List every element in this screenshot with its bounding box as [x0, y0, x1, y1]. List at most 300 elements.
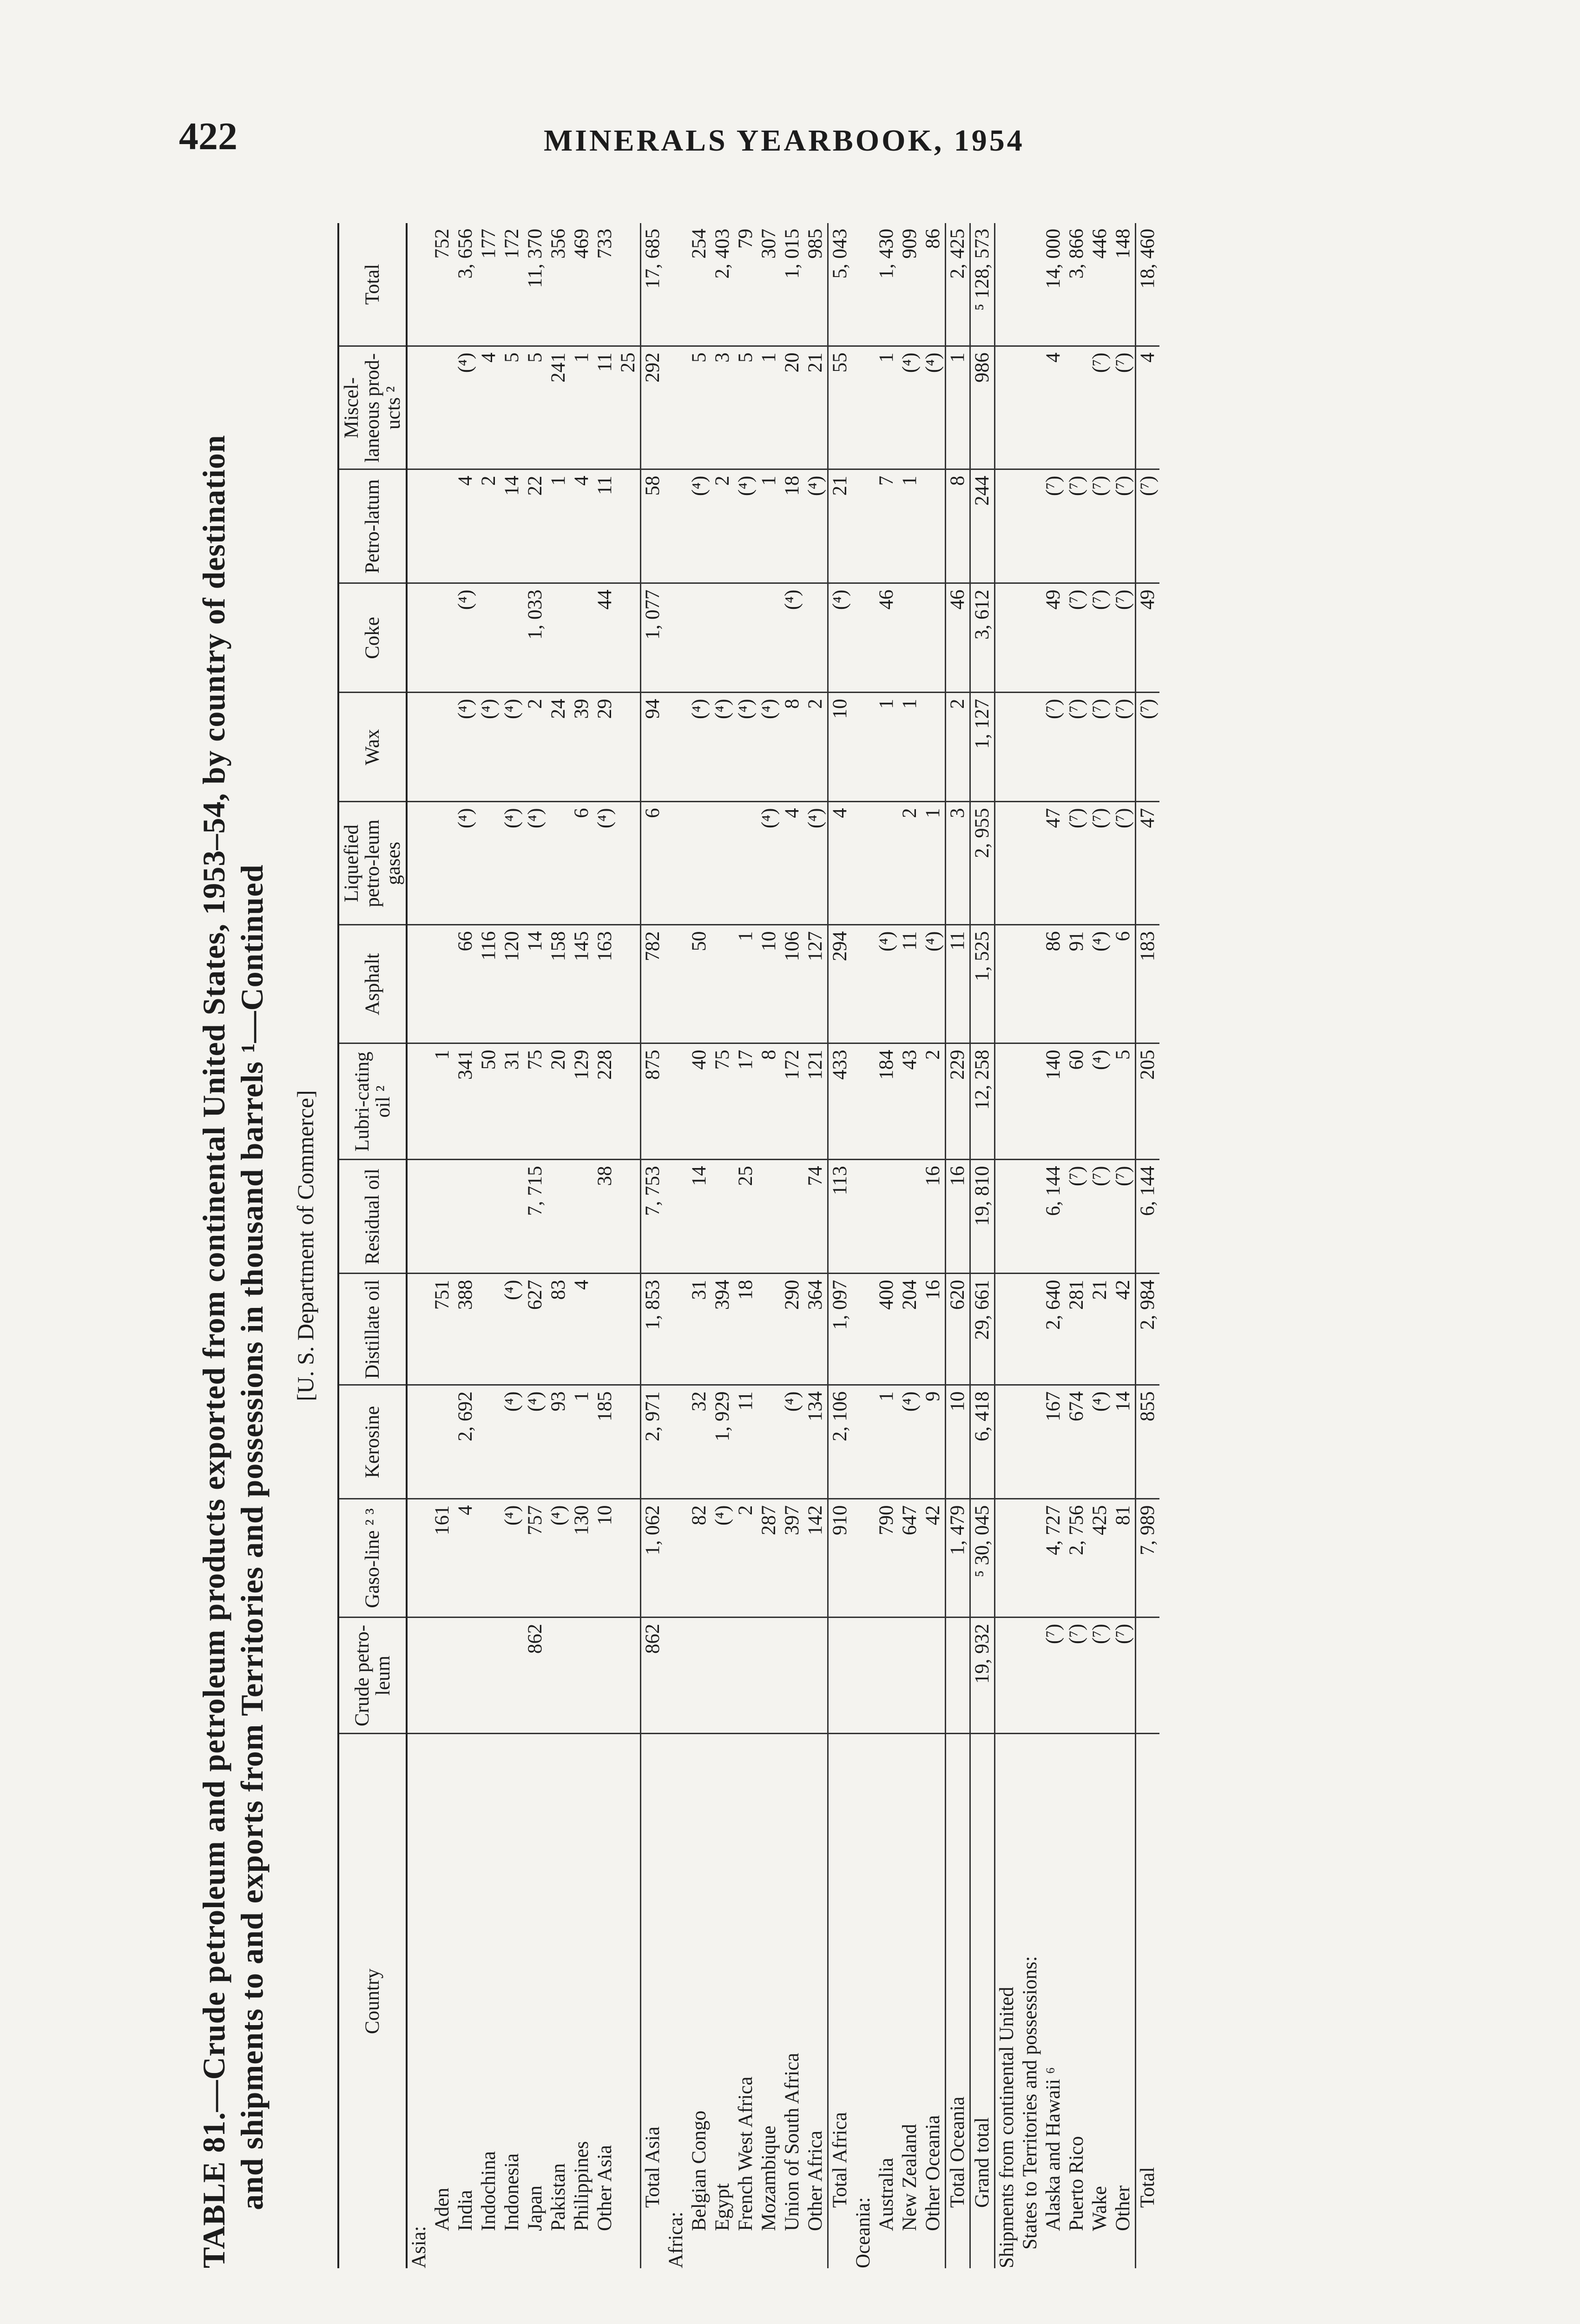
table-cell: (⁷)	[1136, 693, 1160, 802]
row-label-text: Other Africa	[804, 2130, 827, 2231]
row-label-text: Total Oceania	[947, 2096, 969, 2208]
page-number: 422	[179, 115, 237, 158]
table-cell	[1019, 1043, 1042, 1160]
table-cell	[665, 1618, 688, 1734]
table-cell: 130	[570, 1499, 593, 1618]
table-cell	[875, 802, 898, 925]
table-cell: 1, 062	[641, 1499, 665, 1618]
table-cell	[711, 925, 734, 1043]
table-cell	[570, 1160, 593, 1274]
table-title	[195, 223, 271, 2268]
table-cell: (⁴)	[804, 469, 828, 583]
table-cell	[665, 925, 688, 1043]
table-cell	[407, 346, 431, 469]
row-label	[500, 1734, 524, 2268]
row-label-text: Philippines	[571, 2141, 593, 2231]
table-cell	[1019, 1274, 1042, 1385]
table-cell: 60	[1065, 1043, 1088, 1160]
table-cell: 620	[946, 1274, 970, 1385]
table-cell: 44	[593, 583, 617, 693]
column-header: Crude petro-leum	[338, 1618, 407, 1734]
table-cell: 49	[1136, 583, 1160, 693]
row-label-text: Aden	[431, 2187, 454, 2231]
table-cell: 2	[922, 1043, 946, 1160]
table-row	[898, 223, 922, 2268]
table-cell: 2, 984	[1136, 1274, 1160, 1385]
table-cell: (⁴)	[828, 583, 852, 693]
table-cell: 674	[1065, 1385, 1088, 1499]
column-header: Miscel-laneous prod-ucts ²	[338, 346, 407, 469]
table-cell	[617, 223, 641, 346]
table-cell: 9	[922, 1385, 946, 1499]
table-row	[1088, 223, 1112, 2268]
column-header: Gaso-line ² ³	[338, 1499, 407, 1618]
table-cell: 1, 430	[875, 223, 898, 346]
table-cell: 341	[454, 1043, 477, 1160]
table-cell: 7, 989	[1136, 1499, 1160, 1618]
row-label	[922, 1734, 946, 2268]
row-label	[570, 1734, 593, 2268]
table-cell	[454, 1160, 477, 1274]
table-cell: 14, 000	[1042, 223, 1065, 346]
table-cell: 757	[524, 1499, 547, 1618]
table-cell: 17	[734, 1043, 757, 1160]
row-label	[593, 1734, 617, 2268]
table-cell: 6	[641, 802, 665, 925]
table-cell: 433	[828, 1043, 852, 1160]
table-row	[547, 223, 570, 2268]
table-cell: 4	[570, 1274, 593, 1385]
table-cell: 1, 015	[781, 223, 804, 346]
table-cell: (⁴)	[922, 925, 946, 1043]
table-cell: 294	[828, 925, 852, 1043]
table-cell: 106	[781, 925, 804, 1043]
table-cell	[407, 802, 431, 925]
row-label	[852, 1734, 875, 2268]
table-cell	[1019, 1618, 1042, 1734]
table-cell: 42	[922, 1499, 946, 1618]
table-cell: (⁷)	[1112, 693, 1136, 802]
table-cell: 14	[500, 469, 524, 583]
table-row	[711, 223, 734, 2268]
row-label-text: Shipments from continental United	[996, 1987, 1018, 2268]
table-cell: 5	[688, 346, 711, 469]
table-cell	[1019, 1385, 1042, 1499]
table-cell: 21	[804, 346, 828, 469]
table-cell	[852, 925, 875, 1043]
table-cell	[431, 925, 454, 1043]
table-cell: 469	[570, 223, 593, 346]
table-cell: (⁴)	[875, 925, 898, 1043]
row-label	[757, 1734, 781, 2268]
table-cell: ⁵ 128, 573	[970, 223, 995, 346]
table-cell: (⁴)	[1088, 1385, 1112, 1499]
row-label-text: States to Territories and possessions:	[1019, 1956, 1041, 2250]
table-cell: 6	[570, 802, 593, 925]
table-row	[1136, 223, 1160, 2268]
row-label	[995, 1734, 1019, 2268]
table-row	[617, 223, 641, 2268]
table-cell: 3	[946, 802, 970, 925]
row-label	[524, 1734, 547, 2268]
table-cell	[617, 469, 641, 583]
table-cell	[407, 469, 431, 583]
table-cell: (⁷)	[1088, 802, 1112, 925]
table-cell: (⁴)	[757, 693, 781, 802]
table-cell: 2, 403	[711, 223, 734, 346]
table-cell: (⁷)	[1112, 802, 1136, 925]
table-cell: 93	[547, 1385, 570, 1499]
table-cell	[477, 1499, 500, 1618]
table-cell: (⁴)	[781, 583, 804, 693]
table-cell: 11, 370	[524, 223, 547, 346]
table-cell: 2, 692	[454, 1385, 477, 1499]
table-cell: 25	[734, 1160, 757, 1274]
table-cell: 75	[711, 1043, 734, 1160]
column-header: Total	[338, 223, 407, 346]
table-cell	[781, 1160, 804, 1274]
table-row	[477, 223, 500, 2268]
table-cell: (⁷)	[1042, 469, 1065, 583]
row-label-text: Japan	[524, 2185, 546, 2231]
table-cell	[1019, 925, 1042, 1043]
table-cell	[852, 223, 875, 346]
table-cell: 627	[524, 1274, 547, 1385]
table-cell: 4	[828, 802, 852, 925]
table-cell: 94	[641, 693, 665, 802]
table-cell: 46	[875, 583, 898, 693]
table-cell: 397	[781, 1499, 804, 1618]
table-cell: (⁴)	[1088, 925, 1112, 1043]
table-cell: 127	[804, 925, 828, 1043]
table-row	[593, 223, 617, 2268]
table-cell: 855	[1136, 1385, 1160, 1499]
table-cell: 185	[593, 1385, 617, 1499]
table-cell	[1019, 802, 1042, 925]
table-cell: (⁴)	[1088, 1043, 1112, 1160]
table-cell	[500, 1160, 524, 1274]
column-header: Liquefied petro-leum gases	[338, 802, 407, 925]
table-cell	[617, 1618, 641, 1734]
table-cell	[852, 346, 875, 469]
row-label	[1088, 1734, 1112, 2268]
table-cell: 2, 106	[828, 1385, 852, 1499]
table-cell: (⁷)	[1042, 693, 1065, 802]
table-cell	[757, 1274, 781, 1385]
table-cell	[922, 1618, 946, 1734]
table-cell: (⁷)	[1112, 1160, 1136, 1274]
table-cell	[665, 583, 688, 693]
table-cell: (⁷)	[1088, 1160, 1112, 1274]
table-cell: (⁴)	[454, 802, 477, 925]
table-cell	[946, 1618, 970, 1734]
table-cell	[1019, 469, 1042, 583]
table-cell: 42	[1112, 1274, 1136, 1385]
table-cell: (⁴)	[524, 1385, 547, 1499]
table-cell	[852, 1274, 875, 1385]
table-cell	[995, 223, 1019, 346]
table-cell	[734, 1618, 757, 1734]
table-cell: (⁴)	[898, 1385, 922, 1499]
table-cell: 7, 753	[641, 1160, 665, 1274]
row-label-text: Other Oceania	[922, 2115, 944, 2231]
table-cell: 1, 127	[970, 693, 995, 802]
table-cell: 82	[688, 1499, 711, 1618]
table-cell: 4	[477, 346, 500, 469]
table-cell: 66	[454, 925, 477, 1043]
table-cell: (⁴)	[711, 1499, 734, 1618]
table-row	[524, 223, 547, 2268]
table-cell	[617, 583, 641, 693]
row-label-text: New Zealand	[899, 2124, 921, 2231]
row-label-text: Indochina	[478, 2151, 500, 2231]
table-cell	[407, 583, 431, 693]
table-cell	[995, 925, 1019, 1043]
row-label	[407, 1734, 431, 2268]
table-cell	[1019, 693, 1042, 802]
table-cell: 55	[828, 346, 852, 469]
table-cell: 394	[711, 1274, 734, 1385]
table-cell: 1	[875, 693, 898, 802]
table-cell: (⁴)	[804, 802, 828, 925]
table-cell: 142	[804, 1499, 828, 1618]
table-cell: 79	[734, 223, 757, 346]
table-cell	[804, 1618, 828, 1734]
table-cell: 177	[477, 223, 500, 346]
table-cell	[477, 1618, 500, 1734]
table-cell: 6, 418	[970, 1385, 995, 1499]
table-cell	[852, 469, 875, 583]
row-label	[781, 1734, 804, 2268]
column-header: Kerosine	[338, 1385, 407, 1499]
table-cell: 3, 866	[1065, 223, 1088, 346]
table-cell: 20	[781, 346, 804, 469]
table-cell: (⁷)	[1088, 346, 1112, 469]
table-title-line-2: and shipments to and exports from Territories and possessions in thousand barrels ¹—Continued	[234, 864, 270, 2210]
table-cell	[665, 1385, 688, 1499]
table-cell: (⁴)	[711, 693, 734, 802]
table-cell	[617, 693, 641, 802]
table-row	[1019, 223, 1042, 2268]
table-cell: 14	[524, 925, 547, 1043]
table-cell: 86	[1042, 925, 1065, 1043]
row-label	[665, 1734, 688, 2268]
table-cell: 2	[898, 802, 922, 925]
row-label-text: Other	[1112, 2185, 1134, 2231]
running-head: MINERALS YEARBOOK, 1954	[544, 124, 1025, 158]
column-header: Country	[338, 1734, 407, 2268]
table-cell: 5	[734, 346, 757, 469]
table-cell	[431, 802, 454, 925]
table-row	[688, 223, 711, 2268]
table-cell: 31	[688, 1274, 711, 1385]
table-row	[970, 223, 995, 2268]
table-cell: 4	[781, 802, 804, 925]
table-cell: 2	[524, 693, 547, 802]
row-label	[734, 1734, 757, 2268]
row-label	[946, 1734, 970, 2268]
table-title-line-1: TABLE 81.—Crude petroleum and petroleum products exported from continental United States, 1953–54, by country of destination	[196, 435, 231, 2268]
table-cell: (⁴)	[454, 346, 477, 469]
table-cell: 356	[547, 223, 570, 346]
table-cell: 3, 612	[970, 583, 995, 693]
table-cell: 7	[875, 469, 898, 583]
table-cell	[898, 1618, 922, 1734]
table-cell: 1, 929	[711, 1385, 734, 1499]
table-cell: 228	[593, 1043, 617, 1160]
table-cell: (⁴)	[734, 469, 757, 583]
table-cell: (⁷)	[1112, 469, 1136, 583]
row-label	[477, 1734, 500, 2268]
table-cell	[665, 469, 688, 583]
petroleum-exports-table	[337, 223, 1159, 2268]
table-cell	[711, 802, 734, 925]
row-label-text: Total Africa	[829, 2112, 851, 2208]
table-cell: 204	[898, 1274, 922, 1385]
table-cell: (⁴)	[757, 802, 781, 925]
table-cell: 145	[570, 925, 593, 1043]
table-cell: (⁴)	[688, 469, 711, 583]
table-cell	[995, 1043, 1019, 1160]
table-cell: 364	[804, 1274, 828, 1385]
table-cell: 10	[946, 1385, 970, 1499]
row-label-text: Africa:	[665, 2212, 687, 2268]
table-cell: 5	[1112, 1043, 1136, 1160]
table-cell: 4	[454, 1499, 477, 1618]
table-cell: (⁷)	[1088, 1618, 1112, 1734]
table-cell: 163	[593, 925, 617, 1043]
table-cell: (⁴)	[500, 693, 524, 802]
row-label-text: Grand total	[971, 2117, 994, 2208]
table-cell	[665, 1160, 688, 1274]
table-cell: 83	[547, 1274, 570, 1385]
table-cell	[757, 583, 781, 693]
table-cell	[875, 1618, 898, 1734]
table-cell: 16	[946, 1160, 970, 1274]
table-cell: (⁴)	[477, 693, 500, 802]
table-cell: 862	[641, 1618, 665, 1734]
table-cell: 40	[688, 1043, 711, 1160]
table-cell: 14	[1112, 1385, 1136, 1499]
table-cell: 20	[547, 1043, 570, 1160]
table-cell: 172	[781, 1043, 804, 1160]
table-cell: 47	[1042, 802, 1065, 925]
table-cell: 134	[804, 1385, 828, 1499]
table-cell: (⁴)	[781, 1385, 804, 1499]
table-cell: (⁷)	[1112, 1618, 1136, 1734]
table-cell: 1	[898, 693, 922, 802]
table-cell: 12, 258	[970, 1043, 995, 1160]
table-cell: 1, 097	[828, 1274, 852, 1385]
table-cell: (⁴)	[500, 1385, 524, 1499]
table-cell: 4	[1042, 346, 1065, 469]
table-cell: (⁴)	[593, 802, 617, 925]
row-label-text: Asia:	[408, 2226, 430, 2268]
page-header	[0, 0, 1580, 195]
column-header: Residual oil	[338, 1160, 407, 1274]
table-cell: 254	[688, 223, 711, 346]
column-header: Distillate oil	[338, 1274, 407, 1385]
table-cell: 43	[898, 1043, 922, 1160]
row-label	[828, 1734, 852, 2268]
table-cell: (⁷)	[1112, 346, 1136, 469]
table-cell: 158	[547, 925, 570, 1043]
table-cell: 751	[431, 1274, 454, 1385]
table-row	[1042, 223, 1065, 2268]
table-cell: 752	[431, 223, 454, 346]
table-cell: 446	[1088, 223, 1112, 346]
table-row	[852, 223, 875, 2268]
table-cell	[431, 1385, 454, 1499]
table-cell	[665, 693, 688, 802]
table-cell	[995, 1274, 1019, 1385]
rotated-table-block	[181, 223, 1389, 2268]
table-row	[946, 223, 970, 2268]
table-row	[875, 223, 898, 2268]
table-cell	[477, 1385, 500, 1499]
table-cell: (⁴)	[547, 1499, 570, 1618]
row-label	[547, 1734, 570, 2268]
table-cell	[922, 693, 946, 802]
table-cell: 18, 460	[1136, 223, 1160, 346]
table-cell: 425	[1088, 1499, 1112, 1618]
table-cell	[617, 1385, 641, 1499]
table-row	[407, 223, 431, 2268]
table-cell: 29, 661	[970, 1274, 995, 1385]
table-cell: 910	[828, 1499, 852, 1618]
table-cell: 19, 810	[970, 1160, 995, 1274]
table-cell	[1065, 346, 1088, 469]
table-cell: 4	[570, 469, 593, 583]
row-label	[1042, 1734, 1065, 2268]
table-row	[1112, 223, 1136, 2268]
table-row	[734, 223, 757, 2268]
table-cell: 74	[804, 1160, 828, 1274]
table-cell: (⁴)	[454, 693, 477, 802]
table-cell: 113	[828, 1160, 852, 1274]
table-cell	[922, 583, 946, 693]
table-cell: 2	[804, 693, 828, 802]
table-cell	[617, 1499, 641, 1618]
row-label-text: Oceania:	[852, 2197, 875, 2268]
row-label-text: Pakistan	[547, 2163, 570, 2231]
table-cell: 24	[547, 693, 570, 802]
table-cell: 205	[1136, 1043, 1160, 1160]
table-cell: (⁷)	[1065, 583, 1088, 693]
column-header: Lubri-cating oil ²	[338, 1043, 407, 1160]
table-cell	[852, 1618, 875, 1734]
row-label-text: Mozambique	[758, 2126, 780, 2231]
table-cell	[407, 1043, 431, 1160]
table-cell: 1	[547, 469, 570, 583]
table-cell	[757, 1385, 781, 1499]
table-cell	[431, 583, 454, 693]
table-cell: 17, 685	[641, 223, 665, 346]
table-cell	[665, 346, 688, 469]
row-label-text: Total	[1137, 2167, 1159, 2208]
table-cell	[688, 1618, 711, 1734]
table-cell	[617, 802, 641, 925]
table-cell: (⁴)	[500, 1274, 524, 1385]
table-source: [U. S. Department of Commerce]	[292, 1090, 318, 1401]
table-cell: 7, 715	[524, 1160, 547, 1274]
table-cell: (⁴)	[922, 346, 946, 469]
table-cell: (⁴)	[688, 693, 711, 802]
row-label	[1019, 1734, 1042, 2268]
table-cell	[898, 1160, 922, 1274]
table-cell	[477, 583, 500, 693]
table-cell: 307	[757, 223, 781, 346]
